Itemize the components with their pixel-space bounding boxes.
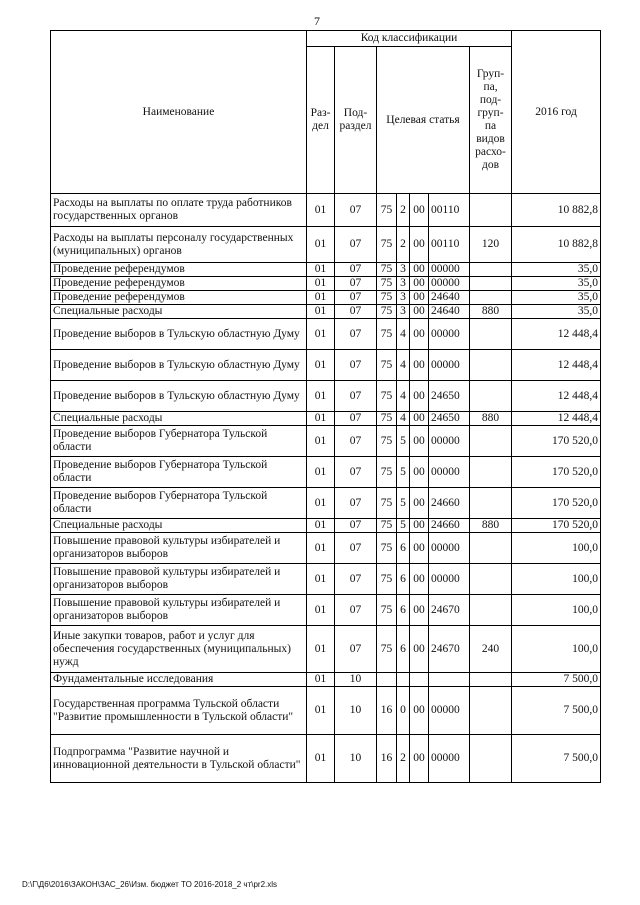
header-classification-code: Код классификации (307, 31, 512, 47)
row-target-event: 00 (410, 457, 429, 488)
row-expense-group (470, 457, 512, 488)
row-target-event: 00 (410, 687, 429, 735)
row-target-event: 00 (410, 735, 429, 783)
row-target-program: 75 (377, 457, 397, 488)
row-subsection: 10 (335, 673, 377, 687)
table-row (51, 381, 601, 412)
row-target-program: 75 (377, 412, 397, 426)
row-target-subprogram: 2 (397, 227, 410, 263)
row-target-program: 75 (377, 533, 397, 564)
row-target-subprogram: 6 (397, 626, 410, 673)
row-target-event: 00 (410, 533, 429, 564)
row-amount: 100,0 (512, 533, 601, 564)
row-amount: 12 448,4 (512, 350, 601, 381)
row-target-direction: 00000 (429, 533, 470, 564)
row-target-program: 16 (377, 735, 397, 783)
row-name: Специальные расходы (51, 305, 307, 319)
row-target-program (377, 673, 397, 687)
row-target-subprogram: 6 (397, 564, 410, 595)
row-name: Проведение выборов Губернатора Тульской области (51, 426, 307, 457)
row-subsection: 07 (335, 305, 377, 319)
row-section: 01 (307, 227, 335, 263)
row-section: 01 (307, 319, 335, 350)
row-name: Специальные расходы (51, 412, 307, 426)
row-target-event: 00 (410, 412, 429, 426)
header-subsection: Под- раздел (335, 47, 377, 194)
header-expense-group: Груп- па, под- груп- па видов расхо- дов (470, 47, 512, 194)
row-expense-group (470, 595, 512, 626)
row-name: Проведение референдумов (51, 277, 307, 291)
row-subsection: 07 (335, 381, 377, 412)
row-subsection: 07 (335, 519, 377, 533)
row-expense-group (470, 687, 512, 735)
table-row (51, 533, 601, 564)
row-name: Подпрограмма "Развитие научной и инновационной деятельности в Тульской области" (51, 735, 307, 783)
row-amount: 7 500,0 (512, 673, 601, 687)
row-target-direction: 00000 (429, 350, 470, 381)
row-expense-group (470, 263, 512, 277)
header-target-article: Целевая статья (377, 47, 470, 194)
row-subsection: 07 (335, 319, 377, 350)
row-target-direction: 00000 (429, 564, 470, 595)
row-target-direction: 24640 (429, 305, 470, 319)
row-expense-group (470, 564, 512, 595)
row-target-subprogram: 2 (397, 735, 410, 783)
row-target-direction: 00000 (429, 319, 470, 350)
row-section: 01 (307, 305, 335, 319)
row-target-program: 75 (377, 263, 397, 277)
table-row (51, 412, 601, 426)
row-target-event: 00 (410, 194, 429, 227)
budget-table-body (51, 194, 601, 783)
row-name: Расходы на выплаты по оплате труда работников государственных органов (51, 194, 307, 227)
row-section: 01 (307, 457, 335, 488)
row-target-program: 75 (377, 519, 397, 533)
row-expense-group (470, 291, 512, 305)
row-expense-group: 240 (470, 626, 512, 673)
row-target-direction: 24670 (429, 595, 470, 626)
row-target-direction: 00000 (429, 263, 470, 277)
row-target-direction: 00000 (429, 457, 470, 488)
row-section: 01 (307, 564, 335, 595)
row-name: Расходы на выплаты персоналу государственных (муниципальных) органов (51, 227, 307, 263)
row-target-subprogram: 5 (397, 488, 410, 519)
row-subsection: 07 (335, 488, 377, 519)
row-amount: 10 882,8 (512, 194, 601, 227)
row-target-event: 00 (410, 381, 429, 412)
row-target-subprogram: 6 (397, 533, 410, 564)
row-target-program: 75 (377, 291, 397, 305)
table-row (51, 263, 601, 277)
row-target-subprogram: 6 (397, 595, 410, 626)
row-expense-group (470, 673, 512, 687)
row-target-subprogram: 4 (397, 412, 410, 426)
row-amount: 7 500,0 (512, 735, 601, 783)
row-subsection: 10 (335, 687, 377, 735)
table-row (51, 564, 601, 595)
row-subsection: 07 (335, 533, 377, 564)
row-section: 01 (307, 291, 335, 305)
row-target-direction: 00000 (429, 687, 470, 735)
row-expense-group: 880 (470, 412, 512, 426)
row-section: 01 (307, 488, 335, 519)
row-section: 01 (307, 350, 335, 381)
row-section: 01 (307, 194, 335, 227)
row-target-subprogram: 5 (397, 426, 410, 457)
row-amount: 35,0 (512, 277, 601, 291)
row-name: Повышение правовой культуры избирателей и организаторов выборов (51, 533, 307, 564)
row-target-event: 00 (410, 626, 429, 673)
row-target-program: 75 (377, 227, 397, 263)
row-target-subprogram: 5 (397, 519, 410, 533)
row-subsection: 07 (335, 457, 377, 488)
row-target-subprogram: 3 (397, 263, 410, 277)
row-subsection: 07 (335, 595, 377, 626)
row-target-event: 00 (410, 319, 429, 350)
row-target-program: 75 (377, 319, 397, 350)
row-amount: 12 448,4 (512, 412, 601, 426)
row-section: 01 (307, 519, 335, 533)
table-row (51, 194, 601, 227)
row-expense-group (470, 426, 512, 457)
row-target-event: 00 (410, 350, 429, 381)
row-amount: 12 448,4 (512, 319, 601, 350)
row-target-event: 00 (410, 519, 429, 533)
table-row (51, 626, 601, 673)
row-subsection: 07 (335, 350, 377, 381)
row-target-subprogram: 4 (397, 319, 410, 350)
table-row (51, 319, 601, 350)
row-name: Проведение выборов Губернатора Тульской области (51, 488, 307, 519)
row-target-direction: 00000 (429, 426, 470, 457)
row-target-program: 75 (377, 381, 397, 412)
table-row (51, 687, 601, 735)
row-subsection: 10 (335, 735, 377, 783)
row-name: Проведение референдумов (51, 291, 307, 305)
row-subsection: 07 (335, 564, 377, 595)
row-target-direction: 24660 (429, 488, 470, 519)
row-expense-group (470, 194, 512, 227)
row-target-direction: 00000 (429, 735, 470, 783)
row-section: 01 (307, 277, 335, 291)
row-expense-group (470, 277, 512, 291)
header-section: Раз- дел (307, 47, 335, 194)
table-row (51, 457, 601, 488)
row-expense-group (470, 381, 512, 412)
row-expense-group (470, 319, 512, 350)
row-expense-group (470, 488, 512, 519)
row-target-direction: 24640 (429, 291, 470, 305)
row-target-program: 75 (377, 595, 397, 626)
file-path-footer: D:\Г\Д6\2016\ЗАКОН\ЗАС_26\Изм. бюджет ТО 2016-2018_2 чт\pr2.xls (22, 880, 278, 889)
row-section: 01 (307, 673, 335, 687)
row-subsection: 07 (335, 194, 377, 227)
row-name: Проведение выборов в Тульскую областную Думу (51, 381, 307, 412)
row-name: Государственная программа Тульской области "Развитие промышленности в Тульской области" (51, 687, 307, 735)
row-amount: 35,0 (512, 305, 601, 319)
row-name: Специальные расходы (51, 519, 307, 533)
row-amount: 170 520,0 (512, 457, 601, 488)
row-target-program: 75 (377, 626, 397, 673)
row-target-direction: 24650 (429, 412, 470, 426)
row-amount: 170 520,0 (512, 519, 601, 533)
row-name: Фундаментальные исследования (51, 673, 307, 687)
table-row (51, 277, 601, 291)
row-section: 01 (307, 263, 335, 277)
row-target-program: 75 (377, 350, 397, 381)
row-target-direction: 00110 (429, 194, 470, 227)
row-target-subprogram: 0 (397, 687, 410, 735)
row-target-program: 75 (377, 564, 397, 595)
row-target-subprogram: 4 (397, 350, 410, 381)
row-target-direction: 24660 (429, 519, 470, 533)
row-target-event (410, 673, 429, 687)
row-target-event: 00 (410, 277, 429, 291)
row-target-subprogram: 4 (397, 381, 410, 412)
row-target-subprogram: 2 (397, 194, 410, 227)
row-target-event: 00 (410, 426, 429, 457)
row-target-subprogram: 3 (397, 277, 410, 291)
row-target-program: 75 (377, 488, 397, 519)
row-expense-group: 120 (470, 227, 512, 263)
table-row (51, 735, 601, 783)
row-section: 01 (307, 626, 335, 673)
row-amount: 100,0 (512, 595, 601, 626)
table-row (51, 227, 601, 263)
table-row (51, 305, 601, 319)
row-subsection: 07 (335, 227, 377, 263)
row-target-event: 00 (410, 263, 429, 277)
row-section: 01 (307, 381, 335, 412)
row-target-direction: 00000 (429, 277, 470, 291)
row-section: 01 (307, 412, 335, 426)
row-section: 01 (307, 735, 335, 783)
row-target-event: 00 (410, 488, 429, 519)
row-amount: 170 520,0 (512, 426, 601, 457)
row-name: Проведение референдумов (51, 263, 307, 277)
row-amount: 35,0 (512, 263, 601, 277)
row-amount: 100,0 (512, 626, 601, 673)
row-target-program: 16 (377, 687, 397, 735)
row-expense-group (470, 735, 512, 783)
row-amount: 7 500,0 (512, 687, 601, 735)
row-expense-group (470, 350, 512, 381)
row-expense-group: 880 (470, 305, 512, 319)
row-target-direction: 00110 (429, 227, 470, 263)
row-amount: 170 520,0 (512, 488, 601, 519)
row-target-subprogram (397, 673, 410, 687)
row-amount: 10 882,8 (512, 227, 601, 263)
row-target-subprogram: 3 (397, 291, 410, 305)
row-expense-group (470, 533, 512, 564)
table-row (51, 519, 601, 533)
row-section: 01 (307, 595, 335, 626)
table-row (51, 595, 601, 626)
row-target-event: 00 (410, 227, 429, 263)
table-row (51, 291, 601, 305)
row-amount: 12 448,4 (512, 381, 601, 412)
row-target-program: 75 (377, 194, 397, 227)
row-expense-group: 880 (470, 519, 512, 533)
row-target-subprogram: 3 (397, 305, 410, 319)
row-target-program: 75 (377, 426, 397, 457)
row-name: Проведение выборов в Тульскую областную Думу (51, 319, 307, 350)
row-subsection: 07 (335, 626, 377, 673)
header-year: 2016 год (512, 31, 601, 194)
row-subsection: 07 (335, 291, 377, 305)
row-target-subprogram: 5 (397, 457, 410, 488)
row-name: Повышение правовой культуры избирателей и организаторов выборов (51, 564, 307, 595)
table-row (51, 350, 601, 381)
row-name: Повышение правовой культуры избирателей и организаторов выборов (51, 595, 307, 626)
row-name: Проведение выборов Губернатора Тульской области (51, 457, 307, 488)
budget-table (50, 30, 601, 783)
row-target-program: 75 (377, 277, 397, 291)
row-subsection: 07 (335, 426, 377, 457)
page-number: 7 (314, 14, 320, 28)
row-target-program: 75 (377, 305, 397, 319)
row-section: 01 (307, 687, 335, 735)
row-subsection: 07 (335, 263, 377, 277)
row-target-event: 00 (410, 305, 429, 319)
header-name: Наименование (51, 31, 307, 194)
row-amount: 100,0 (512, 564, 601, 595)
table-row (51, 426, 601, 457)
row-target-event: 00 (410, 564, 429, 595)
table-row (51, 488, 601, 519)
row-section: 01 (307, 426, 335, 457)
row-target-direction: 24650 (429, 381, 470, 412)
table-row (51, 673, 601, 687)
row-subsection: 07 (335, 412, 377, 426)
row-target-direction (429, 673, 470, 687)
row-subsection: 07 (335, 277, 377, 291)
row-amount: 35,0 (512, 291, 601, 305)
row-name: Иные закупки товаров, работ и услуг для обеспечения государственных (муниципальных) нужд (51, 626, 307, 673)
row-name: Проведение выборов в Тульскую областную Думу (51, 350, 307, 381)
row-target-direction: 24670 (429, 626, 470, 673)
row-target-event: 00 (410, 595, 429, 626)
row-section: 01 (307, 533, 335, 564)
row-target-event: 00 (410, 291, 429, 305)
